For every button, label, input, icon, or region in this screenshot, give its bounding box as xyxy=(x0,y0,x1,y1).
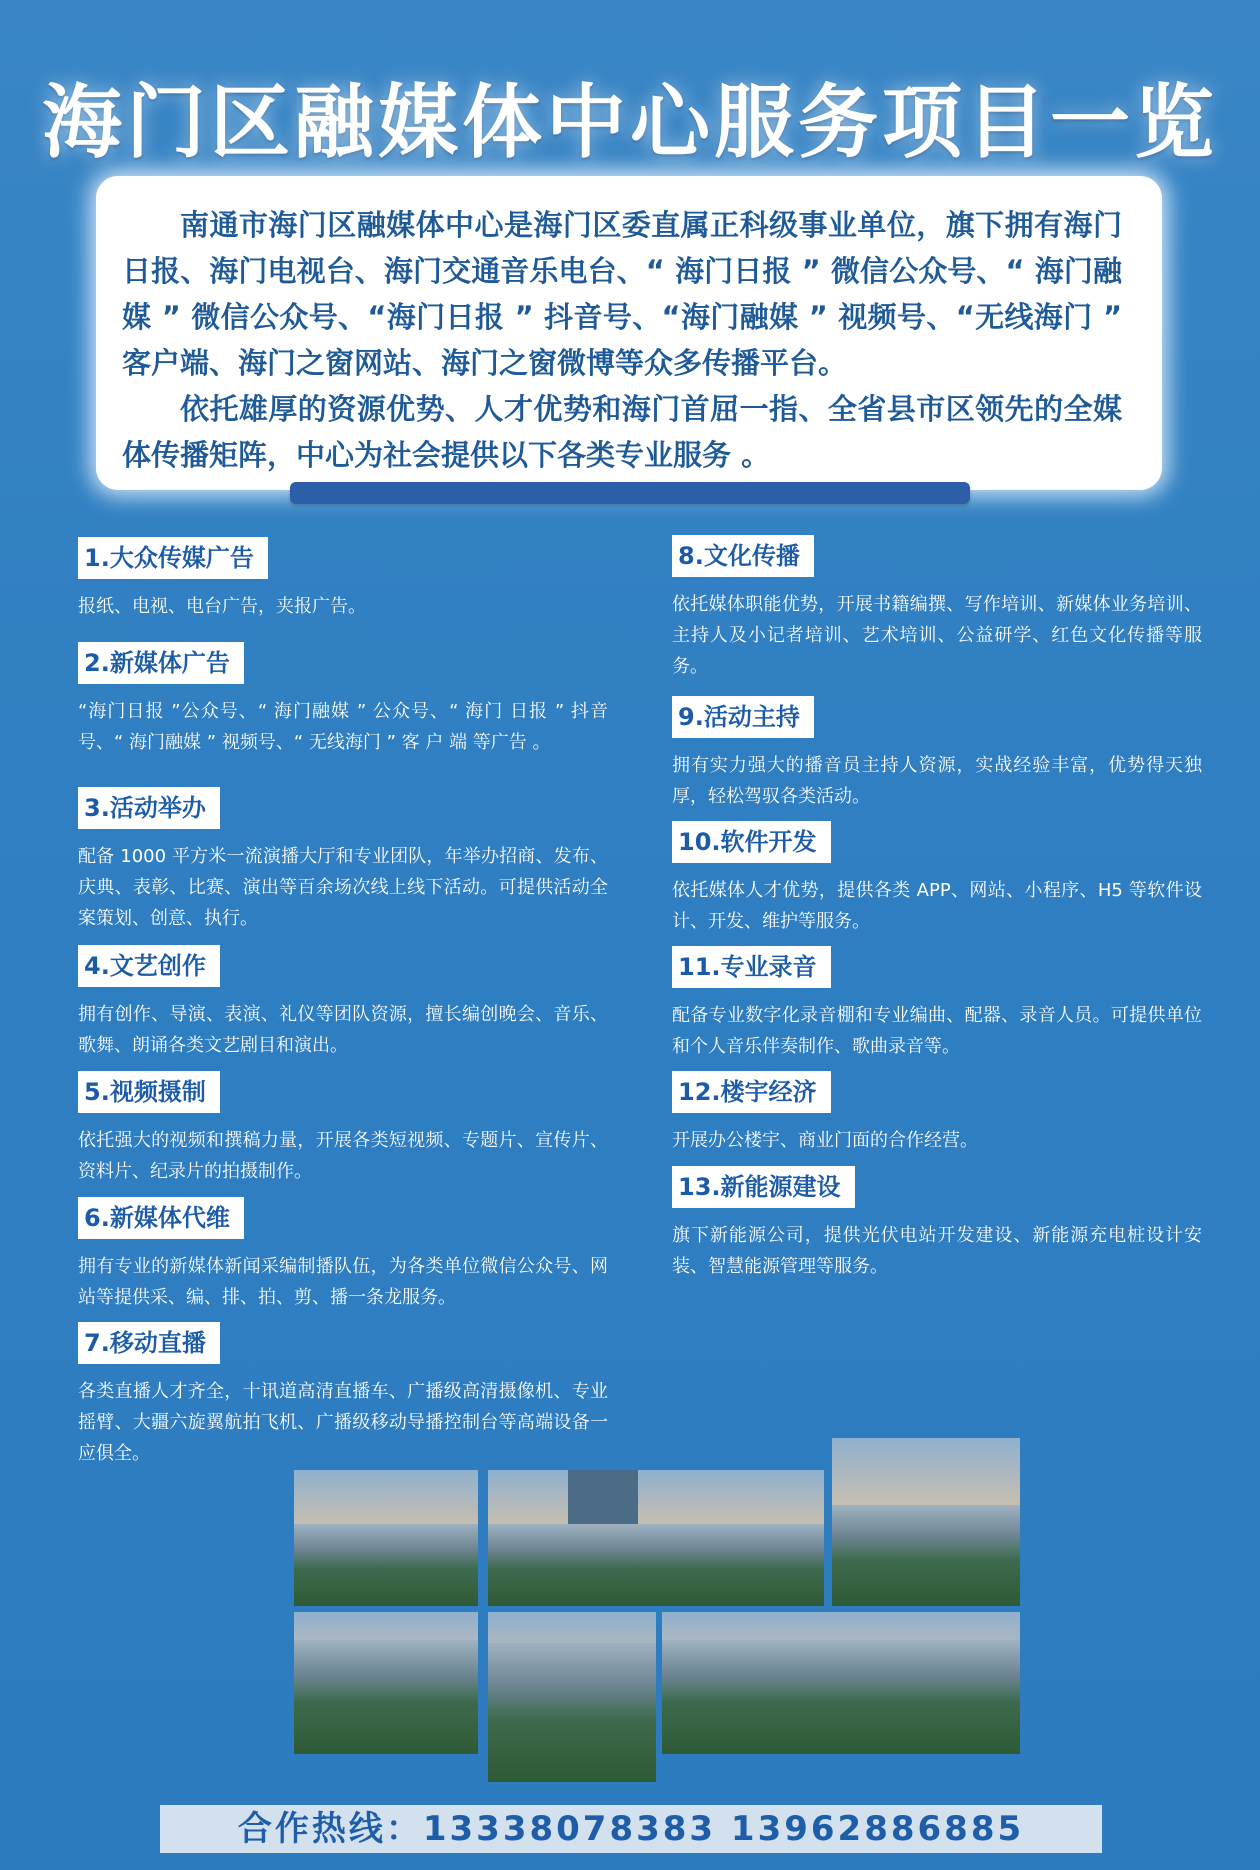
service-label: 8.文化传播 xyxy=(672,535,814,577)
service-item-4 xyxy=(78,945,608,1061)
service-item-3 xyxy=(78,787,608,934)
service-description: 旗下新能源公司，提供光伏电站开发建设、新能源充电桩设计安装、智慧能源管理等服务。 xyxy=(672,1225,1202,1277)
city-skyline-image xyxy=(294,1640,478,1754)
service-description: “海门日报 ”公众号、“ 海门融媒 ” 公众号、“ 海门 日报 ” 抖音号、“ 海门融媒 ” 视频号、“ 无线海门 ” 客 户 端 等广告 。 xyxy=(78,701,608,753)
collage-photo-tile xyxy=(832,1438,1020,1606)
service-item-5 xyxy=(78,1071,608,1187)
service-description: 拥有创作、导演、表演、礼仪等团队资源，擅长编创晚会、音乐、歌舞、朗诵各类文艺剧目和演出。 xyxy=(78,1004,608,1056)
page-title: 海门区融媒体中心服务项目一览 xyxy=(42,76,1218,169)
service-item-2 xyxy=(78,642,608,758)
collage-photo-tile xyxy=(294,1470,478,1606)
service-label: 4.文艺创作 xyxy=(78,945,220,987)
city-skyline-image xyxy=(832,1505,1020,1606)
service-item-7 xyxy=(78,1322,608,1469)
service-item-6 xyxy=(78,1197,608,1313)
collage-photo-tile xyxy=(488,1470,824,1606)
service-item-12 xyxy=(672,1071,1202,1156)
city-skyline-image xyxy=(488,1524,824,1606)
city-skyline-image xyxy=(662,1640,1020,1754)
collage-photo-tile xyxy=(488,1612,656,1782)
service-label: 6.新媒体代维 xyxy=(78,1197,244,1239)
service-item-10 xyxy=(672,821,1202,937)
service-label: 9.活动主持 xyxy=(672,696,814,738)
collage-photo-tile xyxy=(662,1612,1020,1754)
service-description: 拥有专业的新媒体新闻采编制播队伍，为各类单位微信公众号、网站等提供采、编、排、拍、剪、播一条龙服务。 xyxy=(78,1256,608,1308)
service-label: 7.移动直播 xyxy=(78,1322,220,1364)
service-item-8 xyxy=(672,535,1202,682)
service-item-13 xyxy=(672,1166,1202,1282)
service-item-9 xyxy=(672,696,1202,812)
service-label: 2.新媒体广告 xyxy=(78,642,244,684)
service-description: 配备 1000 平方米一流演播大厅和专业团队，年举办招商、发布、庆典、表彰、比赛、演出等百余场次线上线下活动。可提供活动全案策划、创意、执行。 xyxy=(78,846,608,929)
service-description: 拥有实力强大的播音员主持人资源，实战经验丰富，优势得天独厚，轻松驾驭各类活动。 xyxy=(672,755,1202,807)
service-label: 12.楼宇经济 xyxy=(672,1071,831,1113)
hotline-banner: 合作热线：13338078383 13962886885 xyxy=(160,1805,1102,1853)
intro-decorative-bar xyxy=(290,482,970,504)
service-item-11 xyxy=(672,946,1202,1062)
service-description: 依托强大的视频和撰稿力量，开展各类短视频、专题片、宣传片、资料片、纪录片的拍摄制作。 xyxy=(78,1130,608,1182)
service-description: 各类直播人才齐全，十讯道高清直播车、广播级高清摄像机、专业摇臂、大疆六旋翼航拍飞机、广播级移动导播控制台等高端设备一应俱全。 xyxy=(78,1381,608,1464)
service-description: 配备专业数字化录音棚和专业编曲、配器、录音人员。可提供单位和个人音乐伴奏制作、歌曲录音等。 xyxy=(672,1005,1202,1057)
intro-paragraph-2: 依托雄厚的资源优势、人才优势和海门首屈一指、全省县市区领先的全媒体传播矩阵，中心为社会提供以下各类专业服务 。 xyxy=(122,392,1122,472)
service-item-1 xyxy=(78,537,608,622)
service-description: 报纸、电视、电台广告，夹报广告。 xyxy=(78,596,366,617)
city-skyline-image xyxy=(294,1524,478,1606)
service-description: 依托媒体职能优势，开展书籍编撰、写作培训、新媒体业务培训、主持人及小记者培训、艺术培训、公益研学、红色文化传播等服务。 xyxy=(672,594,1202,677)
intro-paragraph-1: 南通市海门区融媒体中心是海门区委直属正科级事业单位，旗下拥有海门日报、海门电视台、海门交通音乐电台、“ 海门日报 ” 微信公众号、“ 海门融媒 ” 微信公众号、“海门日报 ” 抖音号、“海门融媒 ” 视频号、“无线海门 ” 客户端、海门之窗网站、海门之窗微博等众多传播平台。 xyxy=(122,208,1122,380)
service-description: 开展办公楼宇、商业门面的合作经营。 xyxy=(672,1130,978,1151)
service-label: 5.视频摄制 xyxy=(78,1071,220,1113)
service-description: 依托媒体人才优势，提供各类 APP、网站、小程序、H5 等软件设计、开发、维护等服务。 xyxy=(672,880,1202,932)
service-label: 13.新能源建设 xyxy=(672,1166,855,1208)
collage-photo-tile xyxy=(294,1612,478,1754)
service-label: 1.大众传媒广告 xyxy=(78,537,268,579)
service-label: 10.软件开发 xyxy=(672,821,831,863)
city-skyline-image xyxy=(488,1643,656,1782)
intro-box xyxy=(96,176,1162,490)
service-label: 11.专业录音 xyxy=(672,946,831,988)
service-label: 3.活动举办 xyxy=(78,787,220,829)
